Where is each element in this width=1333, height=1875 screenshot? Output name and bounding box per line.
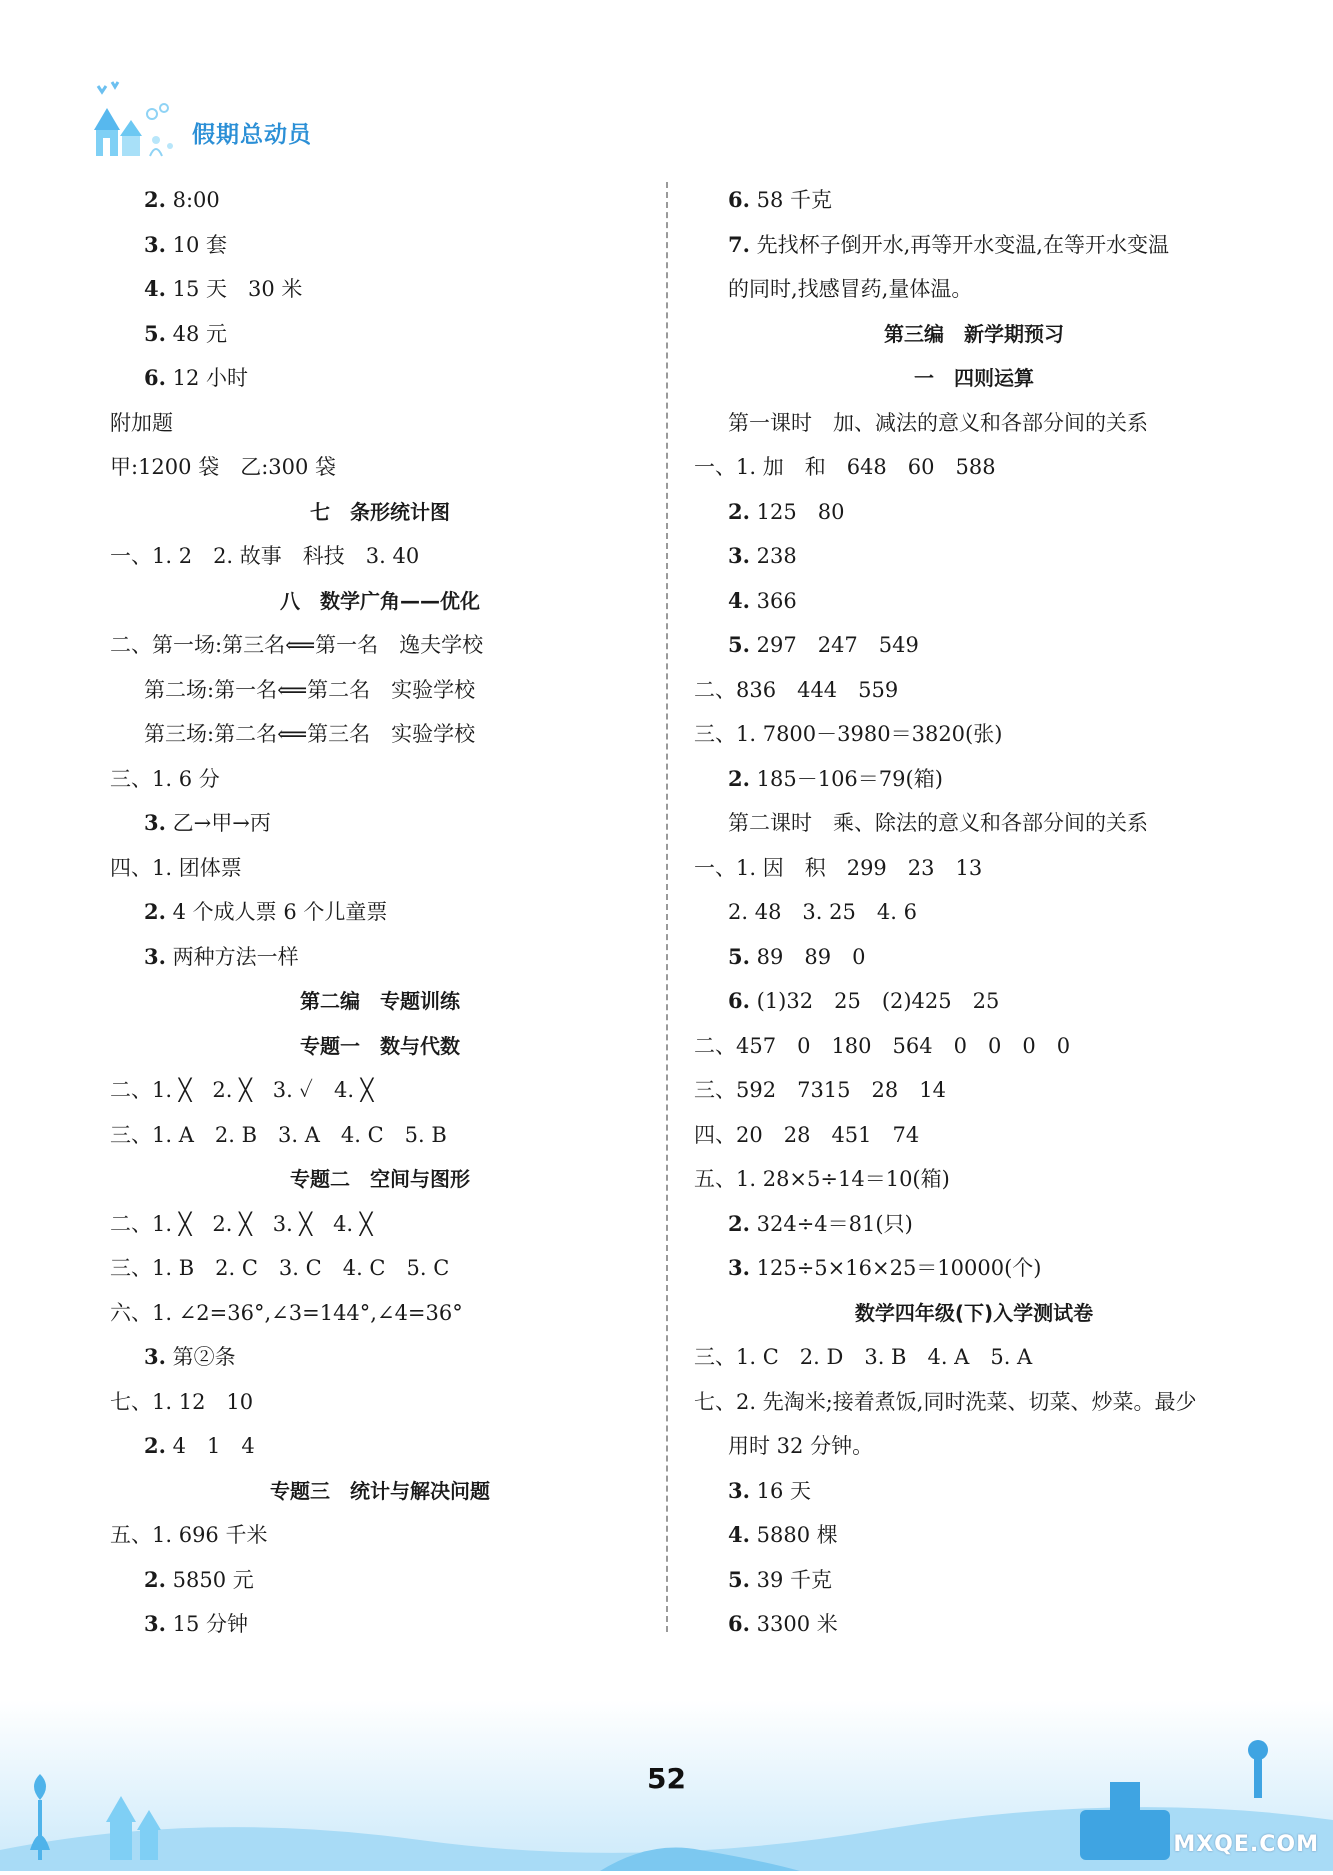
item-number: 2.: [144, 1433, 166, 1458]
answer-text: 四、20 28 451 74: [694, 1122, 920, 1147]
answer-text: 48 元: [172, 321, 228, 346]
section-heading: [694, 356, 1254, 401]
answer-text: 297 247 549: [756, 633, 919, 657]
answer-text: 第三编 新学期预习: [884, 321, 1064, 346]
answer-line: [110, 1380, 650, 1425]
answer-text: 专题二 空间与图形: [290, 1167, 470, 1191]
answer-line: [694, 1068, 1254, 1113]
answer-text: 5880 棵: [756, 1523, 838, 1547]
answer-text: 366: [756, 588, 797, 613]
section-heading: [110, 1024, 650, 1069]
item-number: 2.: [728, 765, 750, 791]
answer-line: [694, 178, 1254, 223]
answer-line: [110, 623, 650, 668]
answer-text: 一、1. 因 积 299 23 13: [694, 855, 983, 880]
answer-text: 二、836 444 559: [694, 677, 899, 702]
answer-line: [694, 1558, 1254, 1603]
answer-text: 七、2. 先淘米;接着煮饭,同时洗菜、切菜、炒菜。最少: [694, 1389, 1197, 1414]
answer-line: [694, 445, 1254, 490]
answer-line: [110, 757, 650, 802]
item-number: 3.: [144, 231, 166, 257]
answer-line: [110, 668, 650, 713]
answer-line: [110, 223, 650, 268]
answer-text: 5850 元: [172, 1567, 254, 1592]
answer-text: 238: [756, 544, 797, 568]
answer-text: 第二场:第一名⟸第二名 实验学校: [144, 677, 476, 702]
item-number: 7.: [728, 231, 750, 257]
answer-text: 4 个成人票 6 个儿童票: [172, 900, 388, 924]
answer-text: 10 套: [172, 232, 228, 257]
answer-line: [110, 1246, 650, 1291]
answer-text: 15 分钟: [172, 1612, 249, 1636]
answer-text: 二、457 0 180 564 0 0 0 0: [694, 1033, 1071, 1058]
item-number: 3.: [144, 810, 166, 835]
item-number: 3.: [728, 1255, 750, 1280]
answer-text: 58 千克: [756, 188, 833, 212]
answer-line: [110, 1202, 650, 1247]
answer-text: 乙→甲→丙: [172, 811, 271, 835]
answer-text: 二、第一场:第三名⟸第一名 逸夫学校: [110, 633, 484, 657]
answer-line: [110, 267, 650, 312]
answer-line: [110, 712, 650, 757]
answer-line: [110, 178, 650, 223]
answer-text: 四、1. 团体票: [110, 855, 242, 880]
answer-text: 89 89 0: [756, 944, 866, 969]
answer-line: [110, 1558, 650, 1603]
answer-text: 三、1. 7800－3980＝3820(张): [694, 722, 1003, 746]
answer-text: 125÷5×16×25＝10000(个): [756, 1256, 1042, 1280]
answer-text: 4 1 4: [172, 1434, 255, 1458]
answer-text: 先找杯子倒开水,再等开水变温,在等开水变温: [756, 232, 1169, 257]
answer-line: [694, 712, 1254, 757]
answer-line: [110, 846, 650, 891]
answer-line: [694, 935, 1254, 980]
item-number: 4.: [144, 276, 166, 301]
answer-text: 数学四年级(下)入学测试卷: [854, 1300, 1094, 1325]
answer-text: 324÷4＝81(只): [756, 1211, 913, 1236]
item-number: 2.: [144, 187, 166, 212]
answer-line: [694, 1469, 1254, 1514]
answer-text: 185－106＝79(箱): [756, 766, 943, 791]
answer-text: 两种方法一样: [172, 944, 299, 969]
answer-text: 第二课时 乘、除法的意义和各部分间的关系: [728, 811, 1148, 835]
answer-line: [694, 890, 1254, 935]
answer-line: [110, 356, 650, 401]
answer-line: [694, 1424, 1254, 1469]
answer-text: 二、1. ╳ 2. ╳ 3. ✓ 4. ╳: [110, 1078, 374, 1102]
answer-text: 二、1. ╳ 2. ╳ 3. ╳ 4. ╳: [110, 1211, 373, 1236]
answer-line: [110, 890, 650, 935]
item-number: 5.: [728, 632, 750, 657]
answer-text: 15 天 30 米: [172, 277, 303, 301]
section-heading: [694, 312, 1254, 357]
item-number: 5.: [144, 320, 166, 346]
answer-text: 125 80: [756, 499, 845, 524]
answer-text: 六、1. ∠2=36°,∠3=144°,∠4=36°: [110, 1300, 463, 1325]
section-heading: [110, 579, 650, 624]
answer-text: 16 天: [756, 1478, 812, 1503]
answer-text: 三、1. C 2. D 3. B 4. A 5. A: [694, 1345, 1033, 1369]
answer-text: 五、1. 696 千米: [110, 1523, 268, 1547]
item-number: 4.: [728, 1522, 750, 1547]
answer-text: 2. 48 3. 25 4. 6: [728, 900, 917, 924]
answer-text: 专题一 数与代数: [300, 1033, 460, 1058]
item-number: 5.: [728, 1566, 750, 1592]
answer-text: 甲:1200 袋 乙:300 袋: [110, 455, 337, 479]
answer-line: [694, 1246, 1254, 1291]
answer-text: 三、1. B 2. C 3. C 4. C 5. C: [110, 1256, 450, 1280]
answer-line: [694, 1602, 1254, 1647]
answer-line: [694, 757, 1254, 802]
answer-line: [694, 979, 1254, 1024]
answer-line: [694, 1380, 1254, 1425]
answer-text: 附加题: [110, 410, 173, 435]
answer-text: 第三场:第二名⟸第三名 实验学校: [144, 722, 476, 746]
answer-text: 第②条: [172, 1345, 236, 1369]
answer-line: [694, 1113, 1254, 1158]
answer-text: 七 条形统计图: [310, 499, 450, 524]
item-number: 6.: [728, 187, 750, 212]
page-header: [92, 80, 352, 160]
item-number: 2.: [728, 498, 750, 524]
answer-text: 三、592 7315 28 14: [694, 1078, 946, 1102]
answer-text: 一、1. 加 和 648 60 588: [694, 455, 996, 479]
answer-line: [694, 623, 1254, 668]
item-number: 4.: [728, 587, 750, 613]
column-divider: [666, 182, 668, 1632]
answer-text: 专题三 统计与解决问题: [270, 1478, 490, 1503]
section-heading: [694, 1291, 1254, 1336]
answer-line: [110, 801, 650, 846]
answer-line: [110, 312, 650, 357]
answer-line: [110, 935, 650, 980]
answer-line: [694, 579, 1254, 624]
answer-line: [110, 401, 650, 446]
answer-line: [694, 1335, 1254, 1380]
answer-line: [694, 490, 1254, 535]
house-decoration-icon: [92, 80, 192, 160]
answer-line: [110, 534, 650, 579]
answer-line: [694, 1202, 1254, 1247]
answer-line: [694, 267, 1254, 312]
answer-text: 五、1. 28×5÷14＝10(箱): [694, 1167, 950, 1191]
item-number: 2.: [728, 1210, 750, 1236]
answer-text: 12 小时: [172, 366, 249, 390]
section-heading: [110, 490, 650, 535]
answer-line: [694, 1157, 1254, 1202]
section-heading: [110, 979, 650, 1024]
answer-text: 三、1. 6 分: [110, 766, 220, 791]
answer-line: [694, 534, 1254, 579]
item-number: 3.: [144, 1344, 166, 1369]
item-number: 6.: [144, 365, 166, 390]
answer-line: [110, 1291, 650, 1336]
answer-line: [110, 1513, 650, 1558]
answer-text: 八 数学广角——优化: [280, 588, 480, 613]
answer-text: 第二编 专题训练: [300, 989, 460, 1013]
answer-text: 39 千克: [756, 1567, 833, 1592]
right-column: [694, 178, 1254, 1647]
answer-line: [110, 1424, 650, 1469]
item-number: 5.: [728, 943, 750, 969]
item-number: 2.: [144, 899, 166, 924]
item-number: 3.: [728, 1477, 750, 1503]
answer-line: [694, 223, 1254, 268]
item-number: 6.: [728, 1611, 750, 1636]
answer-text: 8:00: [172, 188, 220, 212]
answer-line: [110, 1335, 650, 1380]
answer-line: [694, 668, 1254, 713]
answer-line: [110, 445, 650, 490]
answer-text: 七、1. 12 10: [110, 1389, 254, 1414]
item-number: 6.: [728, 988, 750, 1013]
item-number: 2.: [144, 1566, 166, 1592]
item-number: 3.: [728, 543, 750, 568]
page-number: 52: [647, 1762, 686, 1795]
answer-line: [110, 1068, 650, 1113]
item-number: 3.: [144, 943, 166, 969]
header-title: 假期总动员: [192, 122, 312, 148]
answer-text: 第一课时 加、减法的意义和各部分间的关系: [728, 410, 1148, 435]
answer-line: [110, 1602, 650, 1647]
answer-text: 一、1. 2 2. 故事 科技 3. 40: [110, 544, 420, 568]
answer-line: [694, 401, 1254, 446]
answer-line: [694, 1024, 1254, 1069]
answer-text: (1)32 25 (2)425 25: [756, 989, 1000, 1013]
answer-line: [694, 801, 1254, 846]
left-column: [110, 178, 650, 1647]
watermark-text: MXQE.COM: [1173, 1832, 1319, 1857]
answer-text: 的同时,找感冒药,量体温。: [728, 277, 973, 301]
answer-text: 用时 32 分钟。: [728, 1434, 874, 1458]
answer-line: [110, 1113, 650, 1158]
answer-text: 3300 米: [756, 1612, 838, 1636]
answer-text: 一 四则运算: [914, 366, 1034, 390]
answer-text: 三、1. A 2. B 3. A 4. C 5. B: [110, 1122, 447, 1147]
answer-line: [694, 846, 1254, 891]
item-number: 3.: [144, 1611, 166, 1636]
answer-line: [694, 1513, 1254, 1558]
section-heading: [110, 1469, 650, 1514]
section-heading: [110, 1157, 650, 1202]
